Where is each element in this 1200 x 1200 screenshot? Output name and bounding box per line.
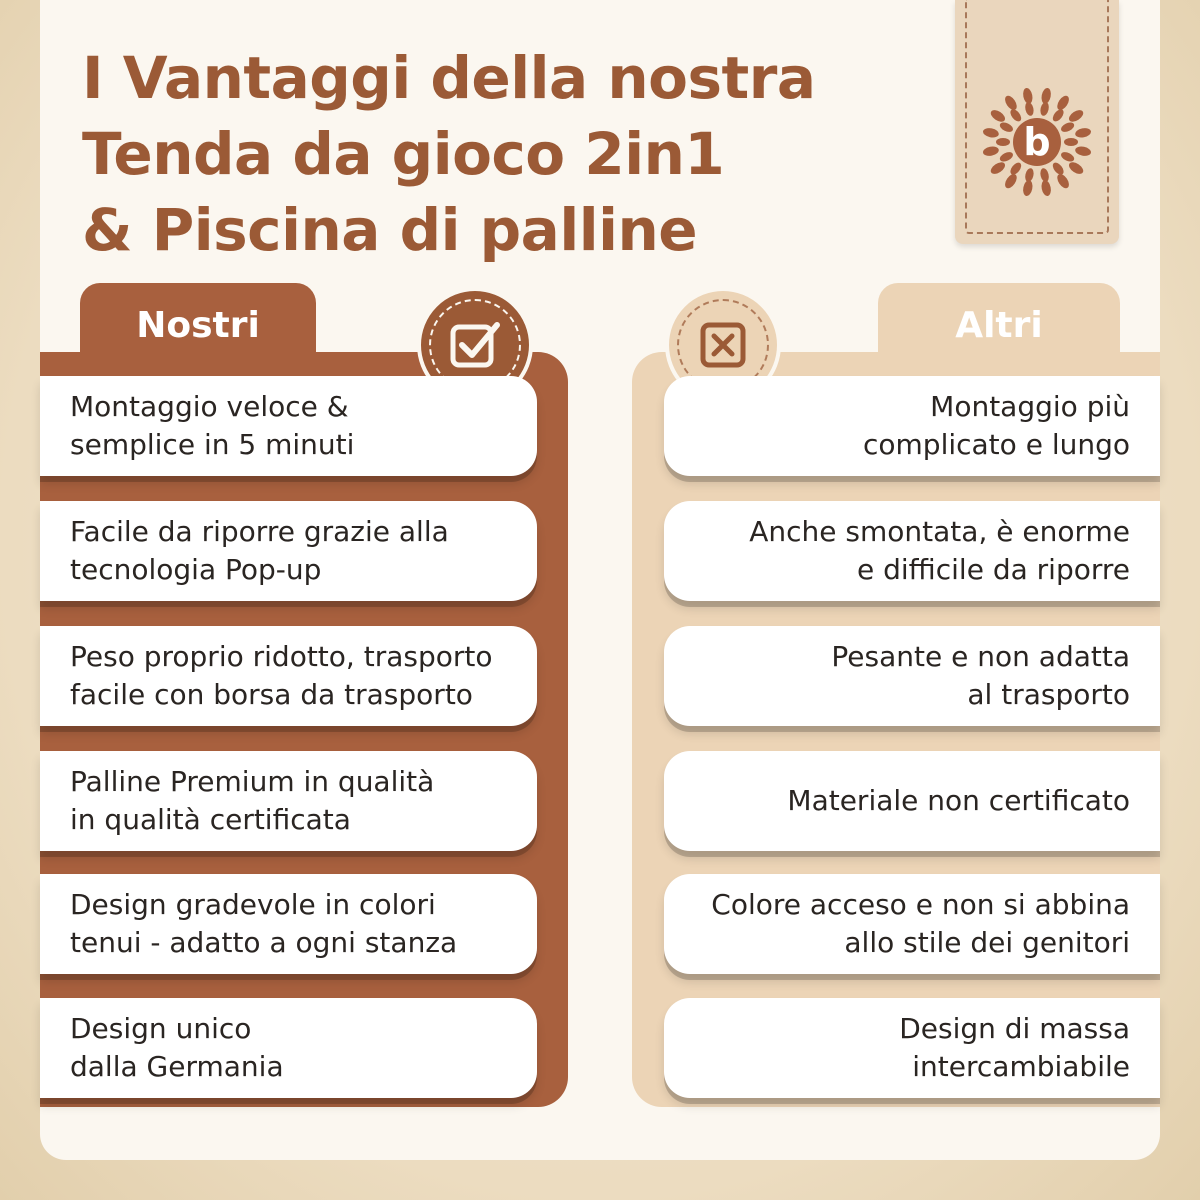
logo-petal xyxy=(1067,108,1085,124)
row-ours xyxy=(40,998,537,1098)
row-ours-text: Design gradevole in colori tenui - adatto a ogni stanza xyxy=(70,888,458,959)
logo-petal xyxy=(1051,107,1066,123)
brand-tag xyxy=(955,0,1119,244)
page-title xyxy=(82,40,815,268)
logo-petal xyxy=(1003,172,1019,190)
row-ours xyxy=(40,874,537,974)
title-line-3: & Piscina di palline xyxy=(82,196,698,264)
logo-petal xyxy=(1003,94,1019,112)
row-others-text: Montaggio più complicato e lungo xyxy=(863,390,1130,461)
logo-petal xyxy=(1064,138,1078,146)
logo-petal xyxy=(1060,150,1076,163)
row-others xyxy=(664,501,1160,601)
logo-letter: b xyxy=(1023,120,1051,164)
tab-ours xyxy=(80,283,316,363)
row-ours xyxy=(40,751,537,851)
sunflower-logo-icon xyxy=(977,82,1097,202)
logo-petal xyxy=(1022,87,1034,104)
row-others-text: Design di massa intercambiabile xyxy=(899,1012,1130,1083)
logo-petal xyxy=(1008,161,1023,177)
logo-petal xyxy=(996,138,1010,146)
row-others xyxy=(664,751,1160,851)
logo-petal xyxy=(989,108,1007,124)
row-others-text: Colore acceso e non si abbina allo stile dei genitori xyxy=(711,888,1130,959)
logo-petal xyxy=(1055,172,1071,190)
logo-petal xyxy=(989,160,1007,176)
row-others xyxy=(664,874,1160,974)
row-others-text: Anche smontata, è enorme e difficile da riporre xyxy=(749,515,1130,586)
row-others-text: Pesante e non adatta al trasporto xyxy=(831,640,1130,711)
tab-others xyxy=(878,283,1120,363)
logo-petal xyxy=(1060,121,1076,134)
row-ours xyxy=(40,501,537,601)
row-others xyxy=(664,626,1160,726)
tab-others-label: Altri xyxy=(955,305,1043,346)
row-others xyxy=(664,998,1160,1098)
title-line-2: Tenda da gioco 2in1 xyxy=(82,120,725,188)
logo-petal xyxy=(1067,160,1085,176)
logo-petal xyxy=(1055,94,1071,112)
row-others xyxy=(664,376,1160,476)
row-ours-text: Peso proprio ridotto, trasporto facile con borsa da trasporto xyxy=(70,640,493,711)
tab-ours-label: Nostri xyxy=(136,305,260,346)
row-ours-text: Montaggio veloce & semplice in 5 minuti xyxy=(70,390,355,461)
logo-petal xyxy=(982,127,999,139)
logo-petal xyxy=(982,145,999,157)
row-ours-text: Design unico dalla Germania xyxy=(70,1012,284,1083)
row-ours xyxy=(40,626,537,726)
logo-petal xyxy=(1051,161,1066,177)
title-line-1: I Vantaggi della nostra xyxy=(82,44,816,112)
logo-petal xyxy=(1008,107,1023,123)
logo-petal xyxy=(1040,179,1052,196)
row-ours-text: Facile da riporre grazie alla tecnologia Pop-up xyxy=(70,515,449,586)
logo-petal xyxy=(1074,145,1091,157)
logo-petal xyxy=(1074,127,1091,139)
row-ours xyxy=(40,376,537,476)
logo-petal xyxy=(998,121,1014,134)
row-ours-text: Palline Premium in qualità in qualità certificata xyxy=(70,765,435,836)
logo-petal xyxy=(1022,179,1034,196)
logo-petal xyxy=(998,150,1014,163)
row-others-text: Materiale non certificato xyxy=(787,784,1130,817)
logo-petal xyxy=(1040,87,1052,104)
